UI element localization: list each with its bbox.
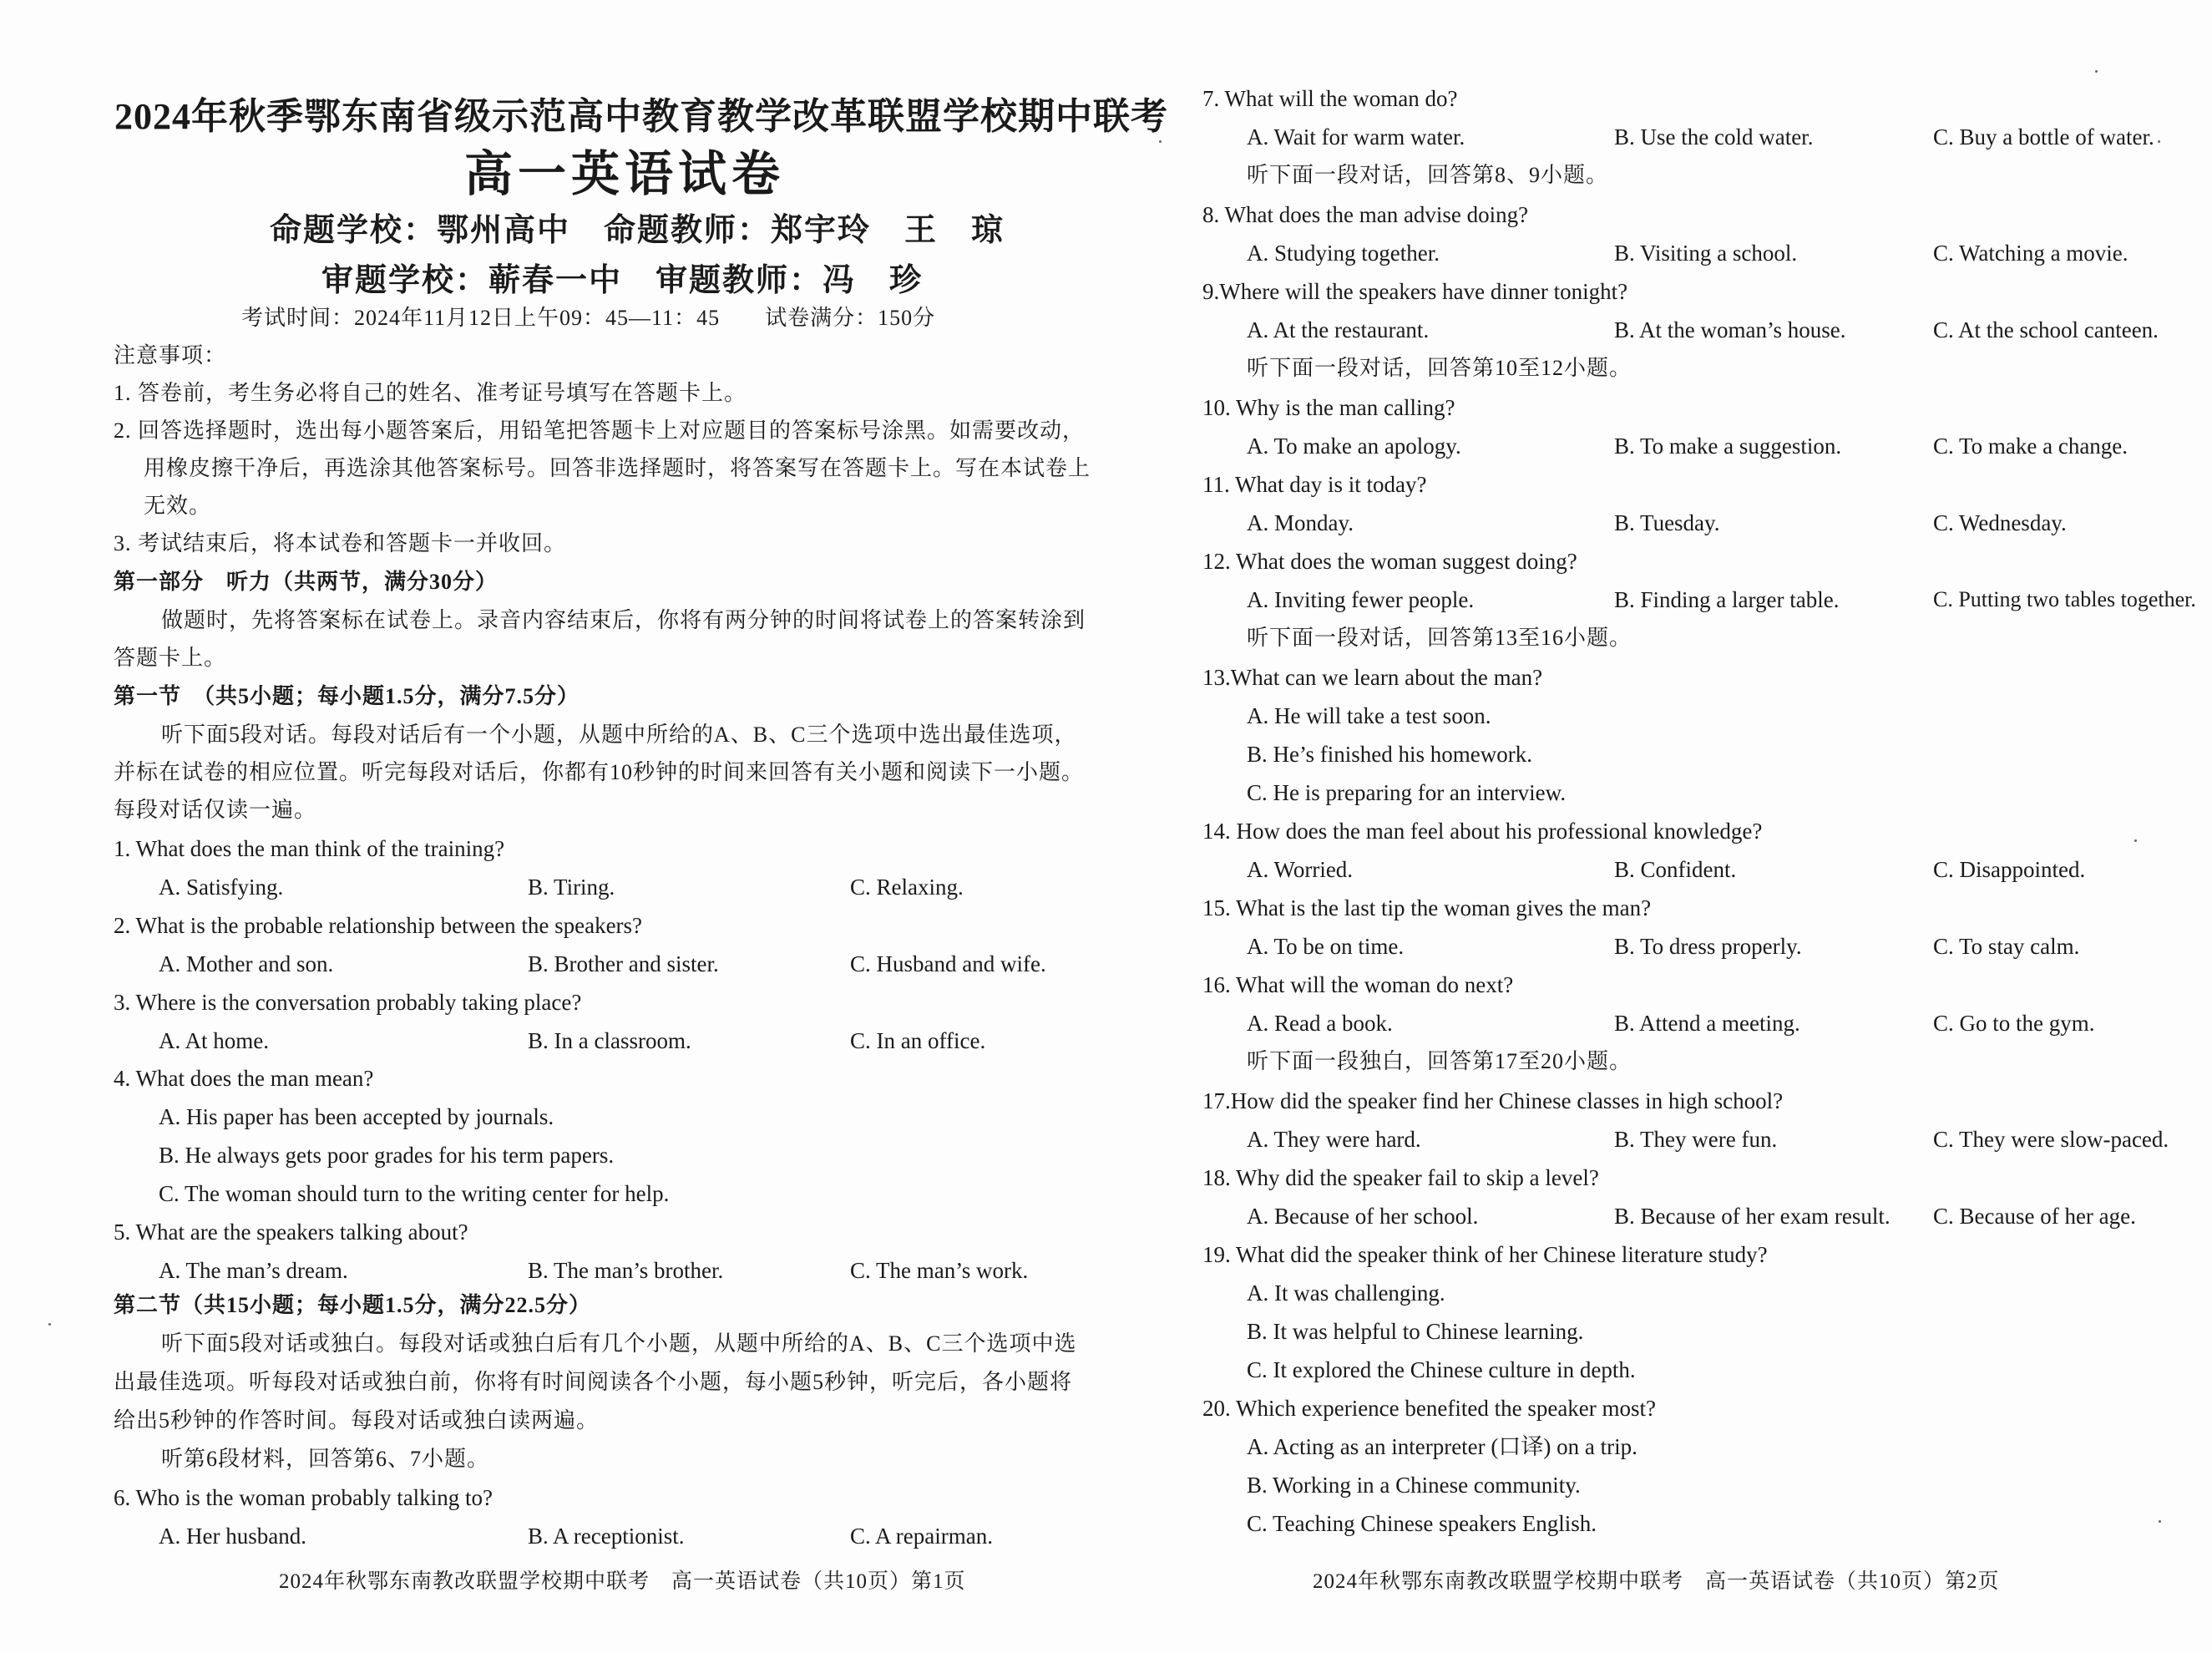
dialogue-instruction: 听下面一段对话，回答第10至12小题。 — [1247, 356, 1632, 380]
option-c: C. A repairman. — [850, 1524, 993, 1549]
option-c: C. To make a change. — [1933, 434, 2128, 459]
option-c: C. Relaxing. — [850, 875, 964, 900]
paper-subtitle: 高一英语试卷 — [464, 147, 786, 201]
section2-heading: 第二节（共15小题；每小题1.5分，满分22.5分） — [114, 1293, 592, 1317]
option-c: C. Buy a bottle of water. — [1933, 124, 2154, 150]
option-a: A. Read a book. — [1247, 1011, 1393, 1036]
option-c: C. The woman should turn to the writing center for help. — [159, 1181, 670, 1206]
option-b: B. Tiring. — [528, 875, 615, 900]
option-c: C. Go to the gym. — [1933, 1011, 2095, 1036]
option-a: A. His paper has been accepted by journals. — [159, 1104, 554, 1129]
option-a: A. At the restaurant. — [1247, 317, 1430, 342]
option-a: A. Acting as an interpreter (口译) on a trip. — [1247, 1434, 1637, 1459]
question-19: 19. What did the speaker think of her Chinese literature study? — [1202, 1242, 1768, 1267]
page-footer: 2024年秋鄂东南教改联盟学校期中联考 高一英语试卷（共10页）第1页 — [279, 1570, 966, 1593]
option-b: B. Finding a larger table. — [1614, 587, 1840, 612]
option-a: A. Mother and son. — [159, 951, 334, 976]
notes-heading: 注意事项： — [114, 343, 227, 368]
option-b: B. Use the cold water. — [1614, 124, 1814, 150]
option-b: B. Visiting a school. — [1614, 241, 1798, 266]
option-a: A. Worried. — [1247, 857, 1354, 882]
question-17: 17.How did the speaker find her Chinese classes in high school? — [1202, 1088, 1784, 1113]
option-b: B. The man’s brother. — [528, 1258, 724, 1283]
question-15: 15. What is the last tip the woman gives the man? — [1202, 895, 1652, 920]
option-a: A. Because of her school. — [1247, 1204, 1479, 1229]
option-a: A. To be on time. — [1247, 934, 1405, 959]
question-10: 10. Why is the man calling? — [1202, 395, 1455, 420]
question-16: 16. What will the woman do next? — [1202, 972, 1514, 997]
question-18: 18. Why did the speaker fail to skip a level? — [1202, 1165, 1599, 1190]
dialogue-instruction: 听下面一段对话，回答第13至16小题。 — [1247, 626, 1632, 650]
option-a: A. Studying together. — [1247, 241, 1440, 266]
option-c: C. It explored the Chinese culture in depth. — [1247, 1357, 1636, 1382]
option-b: B. Working in a Chinese community. — [1247, 1473, 1581, 1498]
question-14: 14. How does the man feel about his professional knowledge? — [1202, 819, 1763, 844]
question-4: 4. What does the man mean? — [114, 1066, 374, 1091]
option-c: C. The man’s work. — [850, 1258, 1029, 1283]
section2-intro: 给出5秒钟的作答时间。每段对话或独白读两遍。 — [114, 1408, 600, 1432]
option-a: A. They were hard. — [1247, 1127, 1421, 1152]
exam-page-2 — [1106, 0, 2212, 1653]
option-b: B. He’s finished his homework. — [1247, 742, 1532, 767]
scan-speck — [2095, 70, 2098, 73]
option-a: A. To make an apology. — [1247, 434, 1461, 459]
option-b: B. At the woman’s house. — [1614, 317, 1846, 342]
option-a: A. Her husband. — [159, 1524, 306, 1549]
option-a: A. Monday. — [1247, 510, 1354, 535]
exam-info: 考试时间：2024年11月12日上午09：45—11：45 试卷满分：150分 — [241, 306, 936, 330]
note-item: 1. 答卷前，考生务必将自己的姓名、准考证号填写在答题卡上。 — [114, 381, 747, 405]
option-b: B. In a classroom. — [528, 1028, 691, 1053]
section1-intro: 听下面5段对话。每段对话后有一个小题，从题中所给的A、B、C三个选项中选出最佳选项， — [161, 723, 1077, 747]
option-b: B. Attend a meeting. — [1614, 1011, 1800, 1036]
part1-intro: 做题时，先将答案标在试卷上。录音内容结束后，你将有两分钟的时间将试卷上的答案转涂到 — [161, 608, 1086, 632]
option-c: C. Wednesday. — [1933, 510, 2067, 535]
option-b: B. A receptionist. — [528, 1524, 685, 1549]
scan-speck — [1159, 140, 1162, 143]
question-6: 6. Who is the woman probably talking to? — [114, 1485, 493, 1510]
question-7: 7. What will the woman do? — [1202, 86, 1458, 111]
option-a: A. Satisfying. — [159, 875, 284, 900]
option-b: B. It was helpful to Chinese learning. — [1247, 1319, 1584, 1344]
scan-speck — [2134, 839, 2137, 842]
page-footer: 2024年秋鄂东南教改联盟学校期中联考 高一英语试卷（共10页）第2页 — [1313, 1570, 2000, 1593]
option-c: C. They were slow-paced. — [1933, 1127, 2169, 1152]
option-a: A. Inviting fewer people. — [1247, 587, 1475, 612]
question-13: 13.What can we learn about the man? — [1202, 665, 1543, 690]
option-b: B. Tuesday. — [1614, 510, 1720, 535]
option-c: C. Because of her age. — [1933, 1204, 2136, 1229]
option-c: C. Husband and wife. — [850, 951, 1046, 976]
option-a: A. Wait for warm water. — [1247, 124, 1465, 150]
note-item: 用橡皮擦干净后，再选涂其他答案标号。回答非选择题时，将答案写在答题卡上。写在本试卷上 — [144, 456, 1091, 480]
note-item: 2. 回答选择题时，选出每小题答案后，用铅笔把答题卡上对应题目的答案标号涂黑。如需要改动， — [114, 418, 1086, 443]
dialogue-instruction: 听下面一段对话，回答第8、9小题。 — [1247, 163, 1609, 187]
option-b: B. They were fun. — [1614, 1127, 1778, 1152]
option-a: A. At home. — [159, 1028, 269, 1053]
option-b: B. Brother and sister. — [528, 951, 719, 976]
section2-intro: 听下面5段对话或独白。每段对话或独白后有几个小题，从题中所给的A、B、C三个选项中选 — [161, 1331, 1077, 1356]
scan-speck — [48, 1323, 51, 1326]
section1-intro: 每段对话仅读一遍。 — [114, 798, 317, 822]
option-c: C. He is preparing for an interview. — [1247, 780, 1567, 805]
question-3: 3. Where is the conversation probably taking place? — [114, 990, 582, 1015]
option-b: B. To make a suggestion. — [1614, 434, 1842, 459]
exam-title: 2024年秋季鄂东南省级示范高中教育教学改革联盟学校期中联考 — [114, 96, 1168, 137]
question-20: 20. Which experience benefited the speaker most? — [1202, 1396, 1657, 1421]
option-c: C. Teaching Chinese speakers English. — [1247, 1511, 1597, 1536]
scan-speck — [2158, 140, 2160, 143]
monologue-instruction: 听下面一段独白，回答第17至20小题。 — [1247, 1049, 1632, 1073]
option-b: B. Confident. — [1614, 857, 1737, 882]
section1-intro: 并标在试卷的相应位置。听完每段对话后，你都有10秒钟的时间来回答有关小题和阅读下一小题。 — [114, 760, 1085, 784]
question-8: 8. What does the man advise doing? — [1202, 202, 1529, 227]
reviewers-line: 审题学校：蕲春一中 审题教师：冯 珍 — [321, 263, 924, 298]
option-a: A. The man’s dream. — [159, 1258, 348, 1283]
option-c: C. Disappointed. — [1933, 857, 2086, 882]
part1-intro: 答题卡上。 — [114, 646, 227, 670]
option-c: C. At the school canteen. — [1933, 317, 2159, 342]
question-5: 5. What are the speakers talking about? — [114, 1219, 468, 1245]
note-item: 3. 考试结束后，将本试卷和答题卡一并收回。 — [114, 531, 567, 555]
option-c: C. Watching a movie. — [1933, 241, 2128, 266]
setters-line: 命题学校：鄂州高中 命题教师：郑宇玲 王 琼 — [270, 213, 1005, 248]
part1-heading: 第一部分 听力（共两节，满分30分） — [114, 570, 499, 594]
option-b: B. He always gets poor grades for his term papers. — [159, 1143, 615, 1168]
question-9: 9.Where will the speakers have dinner tonight? — [1202, 279, 1628, 304]
material-instruction: 听第6段材料，回答第6、7小题。 — [161, 1447, 490, 1471]
question-11: 11. What day is it today? — [1202, 472, 1427, 497]
section2-intro: 出最佳选项。听每段对话或独白前，你将有时间阅读各个小题，每小题5秒钟，听完后，各小题将 — [114, 1370, 1073, 1394]
option-c: C. To stay calm. — [1933, 934, 2080, 959]
section1-heading: 第一节 （共5小题；每小题1.5分，满分7.5分） — [114, 684, 580, 708]
question-12: 12. What does the woman suggest doing? — [1202, 549, 1577, 574]
question-2: 2. What is the probable relationship between the speakers? — [114, 913, 643, 938]
option-c: C. Putting two tables together. — [1933, 587, 2196, 611]
option-b: B. Because of her exam result. — [1614, 1204, 1891, 1229]
option-b: B. To dress properly. — [1614, 934, 1802, 959]
option-a: A. He will take a test soon. — [1247, 703, 1491, 728]
question-1: 1. What does the man think of the training? — [114, 836, 505, 861]
option-a: A. It was challenging. — [1247, 1280, 1445, 1306]
option-c: C. In an office. — [850, 1028, 986, 1053]
note-item: 无效。 — [144, 494, 212, 518]
scan-speck — [2159, 1520, 2161, 1523]
